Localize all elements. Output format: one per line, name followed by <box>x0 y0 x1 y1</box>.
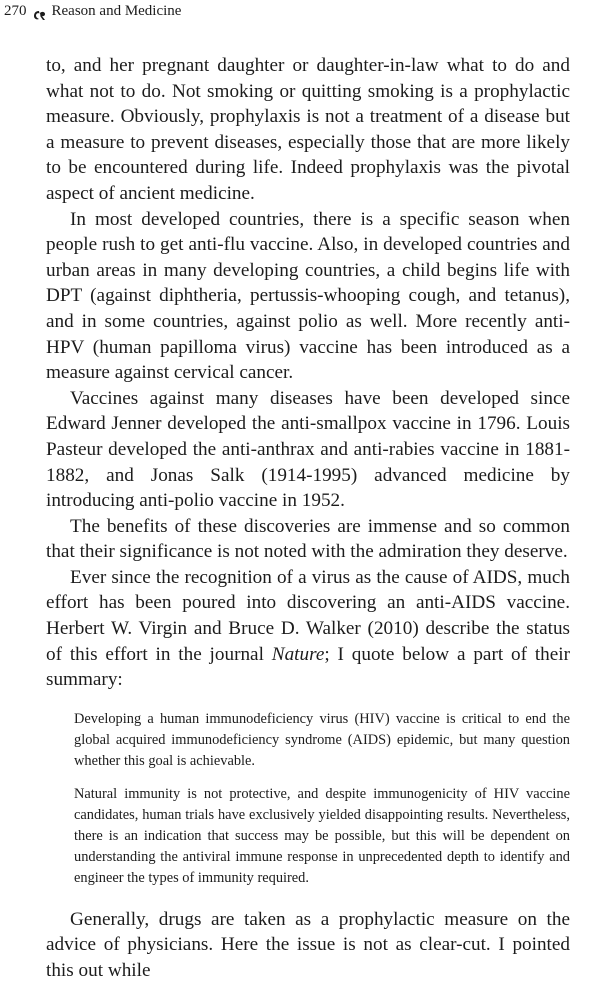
quote-paragraph-2: Natural immunity is not protective, and despite immunogenicity of HIV vaccine candidates, human trials have exclusively yielded disappointing results. Nevertheless, there is an indication that success may be possible, but this will be dependent on understanding the antiviral immune response in unprecedented depth to identify and engineer the types of immunity required. <box>74 785 570 886</box>
paragraph-1: to, and her pregnant daughter or daughter-in-law what to do and what not to do. Not smoking or quitting smoking is a prophylactic measure. Obviously, prophylaxis is not a treatment of a disease but a measure to prevent diseases, especially those that are more likely to be encountered during life. Indeed prophylaxis was the pivotal aspect of ancient medicine. <box>46 55 570 204</box>
paragraph-5 <box>46 565 570 693</box>
paragraph-5-text-a: Ever since the recognition of a virus as the cause of AIDS, much effort has been poured into discovering an anti-AIDS vaccine. Herbert W. Virgin and Bruce D. Walker (2010) describe the status of this effort in the journal <box>46 566 570 665</box>
journal-title: Nature <box>271 643 325 665</box>
page-number: 270 <box>4 3 27 19</box>
paragraph-6: Generally, drugs are taken as a prophylactic measure on the advice of physicians. Here the issue is not as clear-cut. I pointed this out while <box>46 908 570 982</box>
paragraph-2: In most developed countries, there is a specific season when people rush to get anti-flu vaccine. Also, in developed countries and urban areas in many developing countries, a child begins life with DPT (against diphtheria, pertussis-whooping cough, and tetanus), and in some countries, against polio as well. More recently anti-HPV (human papilloma virus) vaccine has been introduced as a measure against cervical cancer. <box>46 208 570 384</box>
paragraph-4: The benefits of these discoveries are immense and so common that their significance is not noted with the admiration they deserve. <box>46 515 570 563</box>
page-body <box>46 53 570 984</box>
running-header <box>4 0 181 22</box>
ornament-icon <box>33 7 46 18</box>
quote-paragraph-1: Developing a human immunodeficiency virus (HIV) vaccine is critical to end the global acquired immunodeficiency syndrome (AIDS) epidemic, but many question whether this goal is achievable. <box>74 710 570 769</box>
paragraph-5-text-b: ; I quote below a part of their summary: <box>46 643 571 691</box>
paragraph-3: Vaccines against many diseases have been developed since Edward Jenner developed the anti-smallpox vaccine in 1796. Louis Pasteur developed the anti-anthrax and anti-rabies vaccine in 1881-1882, and Jonas Salk (1914-1995) advanced medicine by introducing anti-polio vaccine in 1952. <box>46 387 570 512</box>
block-quote <box>74 709 570 889</box>
running-title: Reason and Medicine <box>51 3 182 19</box>
